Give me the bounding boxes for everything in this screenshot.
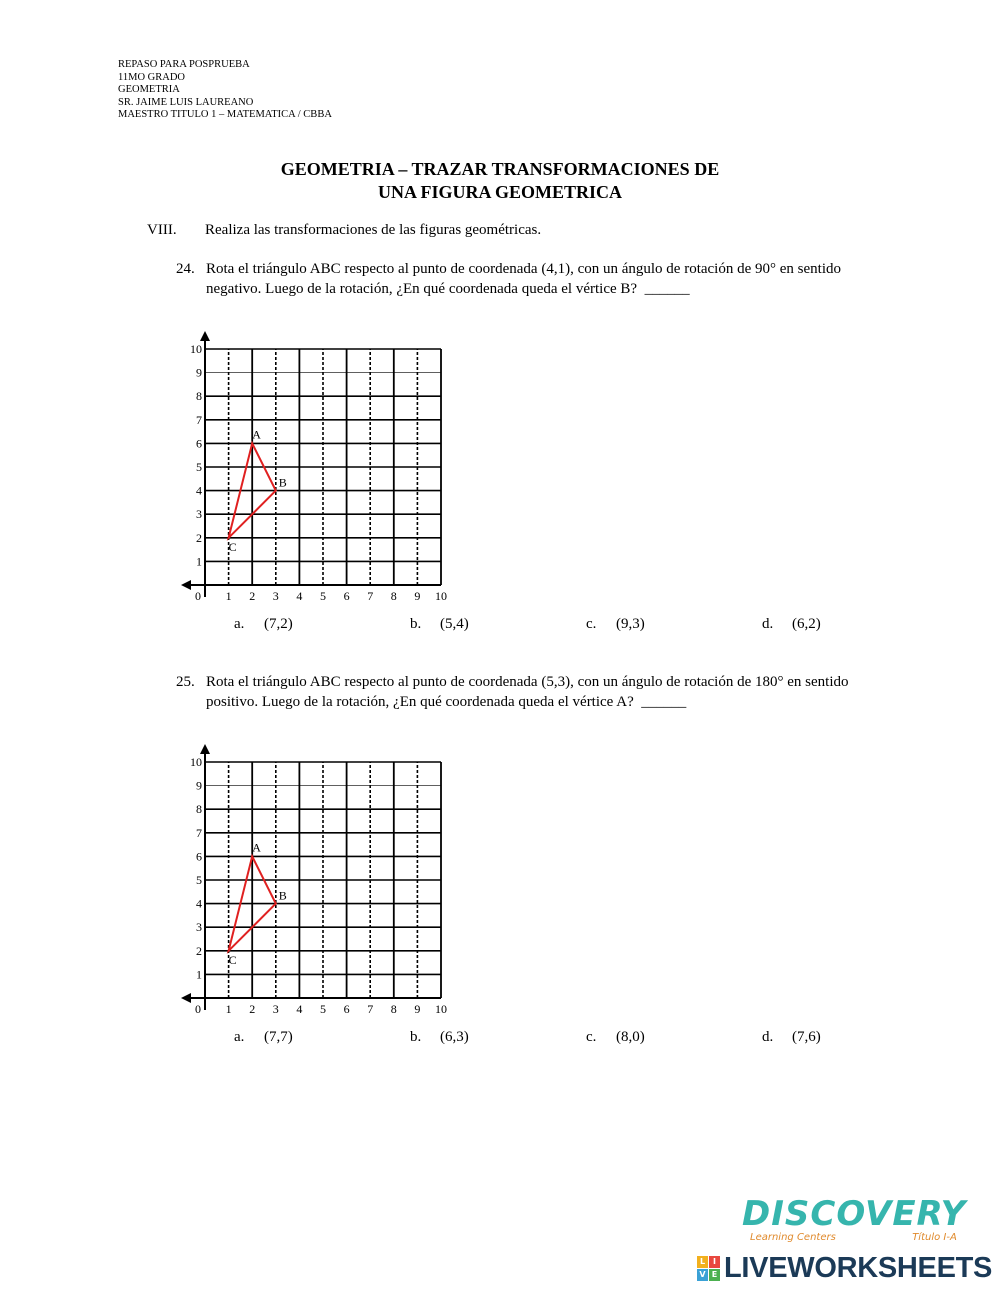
option-d[interactable] (762, 616, 821, 633)
y-tick-label: 9 (196, 365, 202, 380)
option-c[interactable] (586, 616, 645, 633)
x-tick-label: 6 (343, 589, 350, 603)
option-value: (9,3) (616, 616, 645, 632)
title-line-1: GEOMETRIA – TRAZAR TRANSFORMACIONES DE (280, 159, 720, 179)
answer-blank[interactable]: ______ (644, 281, 690, 297)
x-tick-label: 5 (320, 589, 326, 603)
option-letter: c. (586, 616, 597, 632)
option-letter: b. (410, 1029, 422, 1045)
y-tick-label: 10 (190, 342, 202, 356)
option-b[interactable] (410, 616, 469, 633)
coordinate-grid-2 (170, 728, 460, 1023)
option-letter: a. (234, 1029, 245, 1045)
title-line-2: UNA FIGURA GEOMETRICA (377, 182, 623, 202)
x-tick-label: 4 (296, 1002, 303, 1016)
y-tick-label: 4 (196, 483, 202, 498)
question-number: 25. (176, 674, 195, 690)
option-c[interactable] (586, 1029, 645, 1046)
option-letter: d. (762, 1029, 774, 1045)
x-axis-arrow (181, 993, 191, 1003)
badge-letter: I (709, 1256, 720, 1268)
question-25 (176, 672, 866, 712)
x-tick-label: 4 (296, 589, 303, 603)
y-tick-label: 9 (196, 778, 202, 793)
live-badge-icon (697, 1256, 721, 1282)
option-value: (5,4) (440, 616, 469, 632)
header-line: 11MO GRADO (118, 71, 185, 83)
x-tick-label: 3 (272, 589, 279, 603)
x-tick-label: 1 (225, 1002, 232, 1016)
option-letter: a. (234, 616, 245, 632)
discovery-subtitle (750, 1232, 957, 1243)
x-tick-label: 2 (249, 1002, 256, 1016)
option-d[interactable] (762, 1029, 821, 1046)
option-value: (7,7) (264, 1029, 293, 1045)
document-header (118, 59, 332, 122)
y-tick-label: 4 (196, 896, 202, 911)
x-tick-label: 8 (390, 589, 397, 603)
grid-lines (205, 762, 441, 998)
option-a[interactable] (234, 616, 293, 633)
y-tick-label: 8 (196, 389, 202, 404)
x-tick-label: 3 (272, 1002, 279, 1016)
vertex-label-a: A (252, 427, 261, 442)
option-letter: b. (410, 616, 422, 632)
badge-letter: V (697, 1269, 708, 1281)
header-line: GEOMETRIA (118, 84, 180, 96)
vertex-label-c: C (228, 539, 237, 554)
discovery-wordmark: DISCOVERY (742, 1194, 967, 1234)
x-tick-label: 0 (195, 1002, 201, 1016)
grid-lines (205, 349, 441, 585)
option-value: (6,2) (792, 616, 821, 632)
y-tick-label: 7 (196, 825, 202, 840)
page-title (0, 158, 1000, 204)
y-tick-label: 8 (196, 802, 202, 817)
y-tick-label: 6 (196, 849, 202, 864)
option-value: (7,2) (264, 616, 293, 632)
x-tick-label: 7 (367, 589, 374, 603)
option-letter: d. (762, 616, 774, 632)
y-tick-label: 3 (196, 920, 202, 935)
vertex-label-a: A (252, 840, 261, 855)
y-tick-label: 7 (196, 412, 202, 427)
option-a[interactable] (234, 1029, 293, 1046)
badge-letter: E (709, 1269, 720, 1281)
header-line: REPASO PARA POSPRUEBA (118, 59, 250, 70)
discovery-subtitle-left: Learning Centers (750, 1232, 836, 1243)
x-tick-label: 5 (320, 1002, 326, 1016)
x-tick-label: 9 (414, 1002, 421, 1016)
question-text: Rota el triángulo ABC respecto al punto de coordenada (4,1), con un ángulo de rotación de 90° en sentido negativo. Luego de la rotación, ¿En qué coordenada queda el vértice B? (206, 261, 841, 297)
option-value: (7,6) (792, 1029, 821, 1045)
header-line: SR. JAIME LUIS LAUREANO (118, 96, 254, 108)
badge-letter: L (697, 1256, 708, 1268)
option-b[interactable] (410, 1029, 469, 1046)
y-tick-label: 3 (196, 507, 202, 522)
x-tick-label: 10 (435, 1002, 447, 1016)
y-axis-arrow (200, 744, 210, 754)
option-value: (8,0) (616, 1029, 645, 1045)
discovery-subtitle-right: Título I-A (912, 1232, 957, 1243)
section-instruction: Realiza las transformaciones de las figuras geométricas. (205, 222, 542, 238)
vertex-label-b: B (278, 475, 287, 490)
y-tick-label: 10 (190, 755, 202, 769)
question-text: Rota el triángulo ABC respecto al punto de coordenada (5,3), con un ángulo de rotación de 180° en sentido positivo. Luego de la rotación, ¿En qué coordenada queda el vértice A? (206, 674, 849, 710)
y-tick-label: 5 (196, 873, 202, 887)
option-value: (6,3) (440, 1029, 469, 1045)
vertex-label-b: B (278, 888, 287, 903)
liveworksheets-wordmark: LIVEWORKSHEETS (724, 1252, 993, 1284)
vertex-label-c: C (228, 952, 237, 967)
y-tick-label: 5 (196, 460, 202, 474)
y-tick-label: 1 (196, 554, 202, 569)
x-tick-label: 0 (195, 589, 201, 603)
x-tick-label: 1 (225, 589, 232, 603)
y-axis-arrow (200, 331, 210, 341)
x-tick-label: 8 (390, 1002, 397, 1016)
header-line: MAESTRO TITULO 1 – MATEMATICA / CBBA (118, 109, 332, 121)
x-tick-label: 2 (249, 589, 256, 603)
x-tick-label: 6 (343, 1002, 350, 1016)
x-axis-arrow (181, 580, 191, 590)
y-tick-label: 1 (196, 967, 202, 982)
answer-blank[interactable]: ______ (641, 694, 687, 710)
section-heading (147, 222, 541, 239)
section-number: VIII. (147, 222, 177, 238)
x-tick-label: 9 (414, 589, 421, 603)
y-tick-label: 2 (196, 943, 202, 958)
option-letter: c. (586, 1029, 597, 1045)
coordinate-grid-1 (170, 315, 460, 610)
question-number: 24. (176, 261, 195, 277)
discovery-logo (740, 1194, 967, 1246)
x-tick-label: 7 (367, 1002, 374, 1016)
y-tick-label: 6 (196, 436, 202, 451)
y-tick-label: 2 (196, 530, 202, 545)
question-24 (176, 259, 866, 299)
x-tick-label: 10 (435, 589, 447, 603)
